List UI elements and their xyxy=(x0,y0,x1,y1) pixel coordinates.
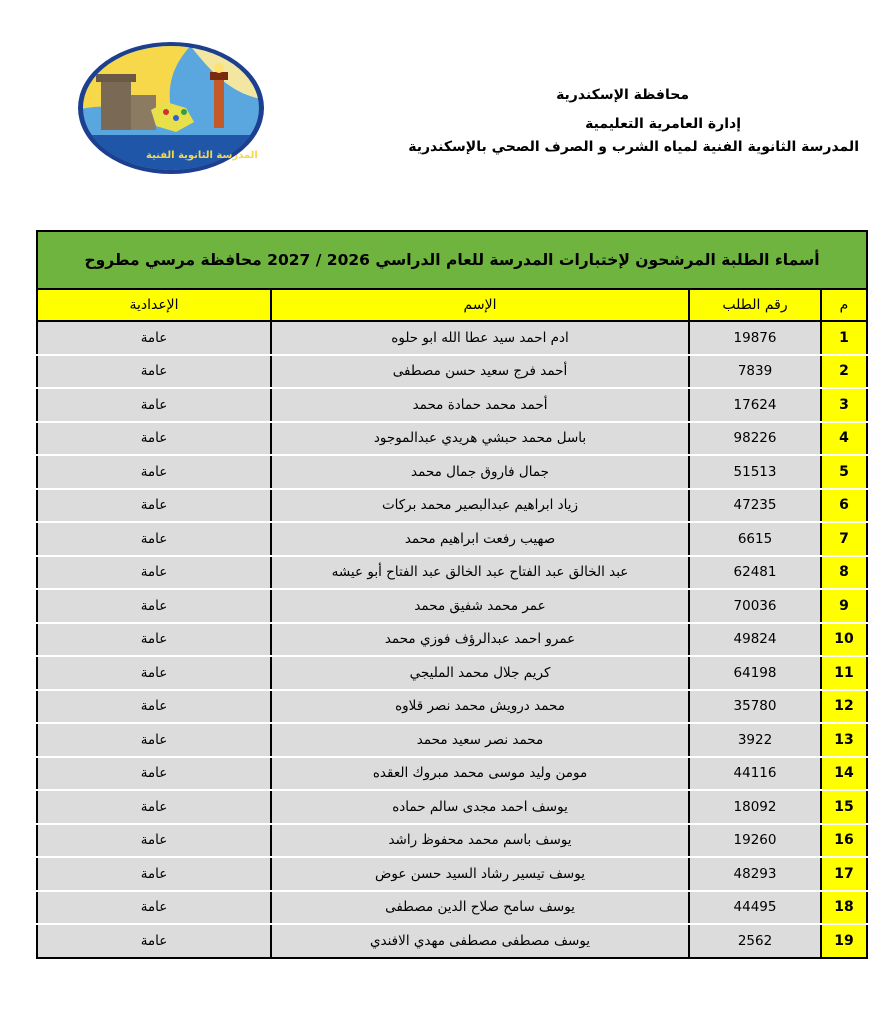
cell-code: 64198 xyxy=(689,656,821,690)
cell-code: 47235 xyxy=(689,489,821,523)
table-row xyxy=(37,321,867,355)
cell-num: 11 xyxy=(821,656,867,690)
column-header-num: م xyxy=(821,289,867,321)
cell-code: 17624 xyxy=(689,388,821,422)
cell-prep: عامة xyxy=(37,355,271,389)
cell-num: 19 xyxy=(821,924,867,958)
table-row xyxy=(37,355,867,389)
cell-num: 9 xyxy=(821,589,867,623)
cell-code: 7839 xyxy=(689,355,821,389)
cell-num: 7 xyxy=(821,522,867,556)
cell-name: عمرو احمد عبدالرؤف فوزي محمد xyxy=(271,623,689,657)
cell-code: 62481 xyxy=(689,556,821,590)
cell-num: 8 xyxy=(821,556,867,590)
school-logo-icon xyxy=(76,40,266,176)
cell-num: 1 xyxy=(821,321,867,355)
table-row xyxy=(37,556,867,590)
cell-code: 70036 xyxy=(689,589,821,623)
cell-name: عبد الخالق عبد الفتاح عبد الخالق عبد الفتاح أبو عيشه xyxy=(271,556,689,590)
cell-code: 3922 xyxy=(689,723,821,757)
table-row xyxy=(37,455,867,489)
table-row xyxy=(37,489,867,523)
column-header-name: الإسم xyxy=(271,289,689,321)
cell-name: أحمد فرج سعيد حسن مصطفى xyxy=(271,355,689,389)
cell-prep: عامة xyxy=(37,455,271,489)
cell-code: 19876 xyxy=(689,321,821,355)
cell-code: 35780 xyxy=(689,690,821,724)
cell-name: محمد نصر سعيد محمد xyxy=(271,723,689,757)
cell-num: 2 xyxy=(821,355,867,389)
cell-num: 17 xyxy=(821,857,867,891)
table-row xyxy=(37,824,867,858)
table-row xyxy=(37,656,867,690)
table-row xyxy=(37,589,867,623)
cell-code: 18092 xyxy=(689,790,821,824)
candidates-table xyxy=(36,230,868,959)
cell-code: 98226 xyxy=(689,422,821,456)
cell-prep: عامة xyxy=(37,891,271,925)
cell-prep: عامة xyxy=(37,388,271,422)
table-row xyxy=(37,757,867,791)
logo-text: المدرسة الثانوية الفنية xyxy=(146,150,258,161)
cell-num: 12 xyxy=(821,690,867,724)
table-header-row xyxy=(37,289,867,321)
cell-name: محمد درويش محمد نصر قلاوه xyxy=(271,690,689,724)
table-row xyxy=(37,690,867,724)
cell-name: يوسف تيسير رشاد السيد حسن عوض xyxy=(271,857,689,891)
table-title-row xyxy=(37,231,867,289)
table-row xyxy=(37,388,867,422)
cell-prep: عامة xyxy=(37,522,271,556)
cell-name: يوسف باسم محمد محفوظ راشد xyxy=(271,824,689,858)
cell-prep: عامة xyxy=(37,422,271,456)
table-row xyxy=(37,924,867,958)
cell-name: صهيب رفعت ابراهيم محمد xyxy=(271,522,689,556)
cell-num: 10 xyxy=(821,623,867,657)
cell-code: 2562 xyxy=(689,924,821,958)
cell-name: باسل محمد حبشي هريدي عبدالموجود xyxy=(271,422,689,456)
cell-code: 51513 xyxy=(689,455,821,489)
cell-num: 4 xyxy=(821,422,867,456)
column-header-code: رقم الطلب xyxy=(689,289,821,321)
table-title: أسماء الطلبة المرشحون لإختبارات المدرسة للعام الدراسي 2026 / 2027 محافظة مرسي مطروح xyxy=(37,231,867,289)
cell-prep: عامة xyxy=(37,656,271,690)
cell-prep: عامة xyxy=(37,321,271,355)
school-title: المدرسة الثانوية الفنية لمياه الشرب و الصرف الصحي بالإسكندرية xyxy=(408,139,859,155)
cell-prep: عامة xyxy=(37,924,271,958)
cell-prep: عامة xyxy=(37,757,271,791)
cell-num: 15 xyxy=(821,790,867,824)
cell-code: 48293 xyxy=(689,857,821,891)
governorate-title: محافظة الإسكندرية xyxy=(556,87,689,103)
cell-num: 13 xyxy=(821,723,867,757)
table-row xyxy=(37,522,867,556)
cell-prep: عامة xyxy=(37,790,271,824)
cell-num: 6 xyxy=(821,489,867,523)
cell-name: ادم احمد سيد عطا الله ابو حلوه xyxy=(271,321,689,355)
table-row xyxy=(37,891,867,925)
cell-prep: عامة xyxy=(37,489,271,523)
cell-prep: عامة xyxy=(37,589,271,623)
cell-prep: عامة xyxy=(37,556,271,590)
cell-prep: عامة xyxy=(37,824,271,858)
cell-prep: عامة xyxy=(37,690,271,724)
cell-name: عمر محمد شفيق محمد xyxy=(271,589,689,623)
cell-name: يوسف سامح صلاح الدين مصطفى xyxy=(271,891,689,925)
cell-name: مومن وليد موسى محمد مبروك العقده xyxy=(271,757,689,791)
cell-code: 6615 xyxy=(689,522,821,556)
cell-code: 49824 xyxy=(689,623,821,657)
cell-prep: عامة xyxy=(37,857,271,891)
cell-num: 3 xyxy=(821,388,867,422)
table-row xyxy=(37,857,867,891)
table-row xyxy=(37,790,867,824)
header xyxy=(379,86,859,156)
cell-num: 5 xyxy=(821,455,867,489)
cell-num: 16 xyxy=(821,824,867,858)
cell-code: 44495 xyxy=(689,891,821,925)
table-row xyxy=(37,623,867,657)
cell-name: يوسف احمد مجدى سالم حماده xyxy=(271,790,689,824)
column-header-prep: الإعدادية xyxy=(37,289,271,321)
cell-prep: عامة xyxy=(37,723,271,757)
cell-name: جمال فاروق جمال محمد xyxy=(271,455,689,489)
cell-num: 18 xyxy=(821,891,867,925)
cell-code: 44116 xyxy=(689,757,821,791)
cell-num: 14 xyxy=(821,757,867,791)
cell-name: زياد ابراهيم عبدالبصير محمد بركات xyxy=(271,489,689,523)
table-row xyxy=(37,723,867,757)
cell-name: يوسف مصطفى مصطفى مهدي الافندي xyxy=(271,924,689,958)
cell-name: أحمد محمد حمادة محمد xyxy=(271,388,689,422)
table-row xyxy=(37,422,867,456)
administration-title: إدارة العامرية التعليمية xyxy=(585,116,741,132)
cell-code: 19260 xyxy=(689,824,821,858)
cell-prep: عامة xyxy=(37,623,271,657)
cell-name: كريم جلال محمد المليجي xyxy=(271,656,689,690)
